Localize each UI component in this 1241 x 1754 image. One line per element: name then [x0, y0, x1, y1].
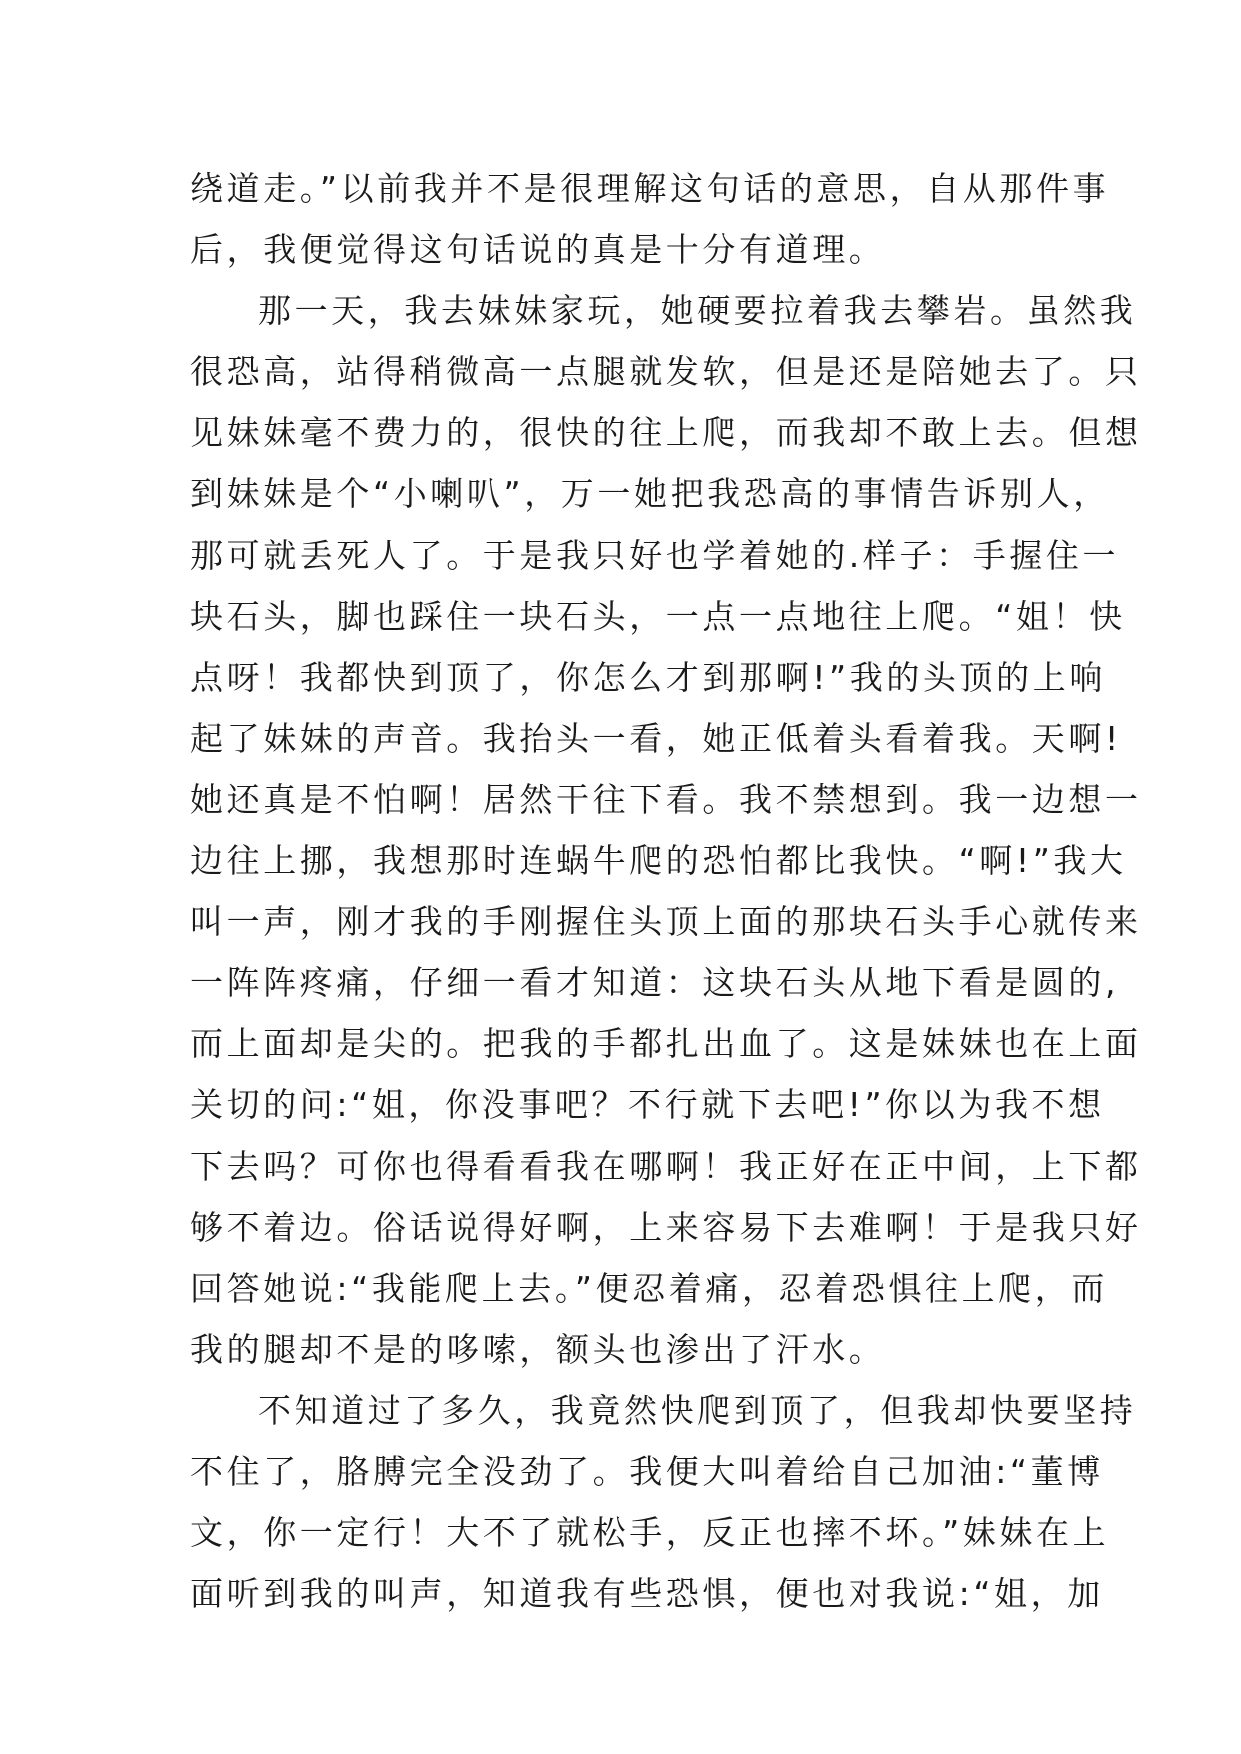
text-line: 见妹妹毫不费力的，很快的往上爬，而我却不敢上去。但想 — [190, 413, 1142, 453]
text-line: 一阵阵疼痛，仔细一看才知道：这块石头从地下看是圆的, — [190, 963, 1120, 1003]
body-text — [190, 158, 1142, 1624]
text-line: 起了妹妹的声音。我抬头一看，她正低着头看着我。天啊! — [190, 718, 1122, 758]
text-line: 够不着边。俗话说得好啊，上来容易下去难啊！于是我只好 — [190, 1207, 1142, 1247]
text-line: 边往上挪，我想那时连蜗牛爬的恐怕都比我快。“啊!”我大 — [190, 841, 1127, 881]
text-line: 而上面却是尖的。把我的手都扎出血了。这是妹妹也在上面 — [190, 1024, 1142, 1064]
text-line: 后，我便觉得这句话说的真是十分有道理。 — [190, 230, 886, 270]
text-line: 很恐高，站得稍微高一点腿就发软，但是还是陪她去了。只 — [190, 352, 1142, 392]
text-line: 关切的问:“姐，你没事吧？不行就下去吧!”你以为我不想 — [190, 1085, 1105, 1125]
text-line: 那可就丢死人了。于是我只好也学着她的.样子：手握住一 — [190, 535, 1120, 575]
text-line: 点呀！我都快到顶了，你怎么才到那啊!”我的头顶的上响 — [190, 657, 1106, 697]
text-line: 绕道走。”以前我并不是很理解这句话的意思，自从那件事 — [190, 169, 1110, 208]
text-line: 叫一声，刚才我的手刚握住头顶上面的那块石头手心就传来 — [190, 902, 1142, 942]
text-line: 她还真是不怕啊！居然干往下看。我不禁想到。我一边想一 — [190, 779, 1142, 819]
text-line: 回答她说:“我能爬上去。”便忍着痛，忍着恐惧往上爬，而 — [190, 1268, 1109, 1308]
text-line: 我的腿却不是的哆嗦，额头也渗出了汗水。 — [190, 1329, 886, 1369]
text-line: 不住了，胳膊完全没劲了。我便大叫着给自己加油:“董博 — [190, 1451, 1104, 1491]
text-line: 面听到我的叫声，知道我有些恐惧，便也对我说:“姐，加 — [190, 1574, 1104, 1614]
text-line: 到妹妹是个“小喇叭”，万一她把我恐高的事情告诉别人， — [190, 474, 1110, 514]
text-line: 那一天，我去妹妹家玩，她硬要拉着我去攀岩。虽然我 — [258, 291, 1137, 331]
text-line: 文，你一定行！大不了就松手，反正也摔不坏。”妹妹在上 — [190, 1513, 1110, 1553]
text-line: 块石头，脚也踩住一块石头，一点一点地往上爬。“姐！快 — [190, 596, 1126, 636]
text-line: 不知道过了多久，我竟然快爬到顶了，但我却快要坚持 — [258, 1390, 1137, 1430]
text-line: 下去吗？可你也得看看我在哪啊！我正好在正中间，上下都 — [190, 1146, 1142, 1186]
